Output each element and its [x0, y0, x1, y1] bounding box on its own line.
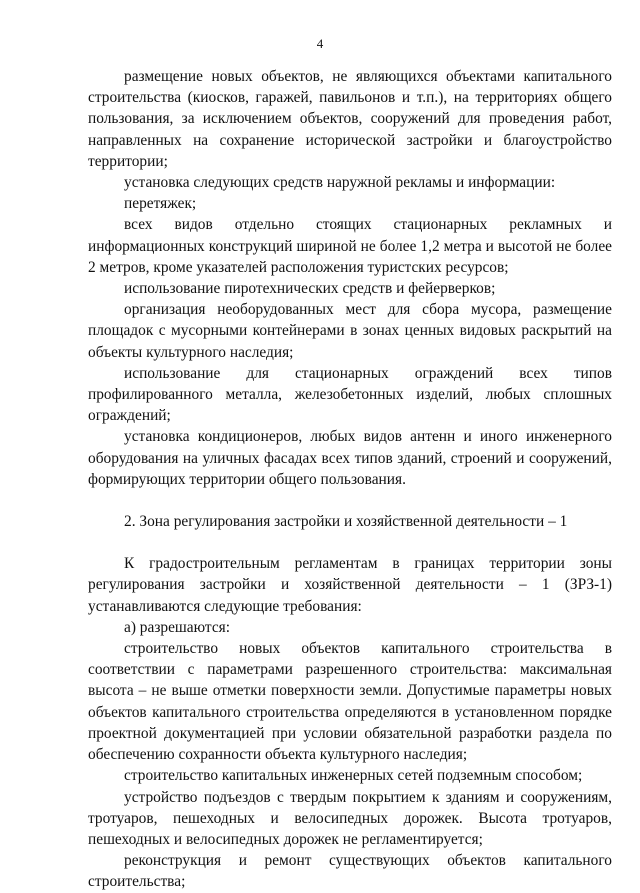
document-body — [88, 66, 612, 893]
page-number: 4 — [316, 36, 324, 51]
paragraph: а) разрешаются: — [124, 618, 231, 636]
paragraph: использование для стационарных ограждений всех типов профилированного металла, железобетонных изделий, любых сплошных ограждений; — [88, 364, 612, 425]
paragraph: устройство подъездов с твердым покрытием к зданиям и сооружениям, тротуаров, пешеходных и велосипедных дорожек. Высота тротуаров, пешеходных и велосипедных дорожек не регламентируется; — [88, 788, 612, 848]
paragraph: всех видов отдельно стоящих стационарных рекламных и информационных конструкций шириной не более 1,2 метра и высотой не более 2 метров, кроме указателей расположения туристских ресурсов; — [88, 216, 612, 276]
paragraph: строительство капитальных инженерных сетей подземным способом; — [124, 767, 583, 785]
paragraph: установка следующих средств наружной рекламы и информации: — [124, 174, 556, 192]
paragraph: К градостроительным регламентам в границах территории зоны регулирования застройки и хозяйственной деятельности – 1 (ЗРЗ-1) устанавливаются следующие требования: — [88, 555, 612, 615]
paragraph: строительство новых объектов капитального строительства в соответствии с параметрами разрешенного строительства: максимальная высота – не выше отметки поверхности земли. Допустимые параметры новых объектов капитального строительства определяются в установленном порядке проектной документацией при условии обязательной разработки раздела по обеспечению сохранности объекта культурного наследия; — [88, 640, 612, 764]
paragraph: размещение новых объектов, не являющихся объектами капитального строительства (киосков, гаражей, павильонов и т.п.), на территориях общего пользования, за исключением объектов, сооружений для проведения работ, направленных на сохранение исторической застройки и благоустройство территории; — [88, 68, 612, 170]
paragraph: использование пиротехнических средств и фейерверков; — [124, 280, 496, 298]
paragraph: перетяжек; — [124, 195, 197, 213]
paragraph: реконструкция и ремонт существующих объектов капитального строительства; — [88, 852, 612, 891]
section-heading: 2. Зона регулирования застройки и хозяйственной деятельности – 1 — [124, 513, 568, 531]
paragraph: организация необорудованных мест для сбора мусора, размещение площадок с мусорными контейнерами в зонах ценных видовых раскрытий на объекты культурного наследия; — [88, 301, 612, 361]
paragraph: установка кондиционеров, любых видов антенн и иного инженерного оборудования на уличных фасадах всех типов зданий, строений и сооружений, формирующих территории общего пользования. — [88, 428, 612, 488]
